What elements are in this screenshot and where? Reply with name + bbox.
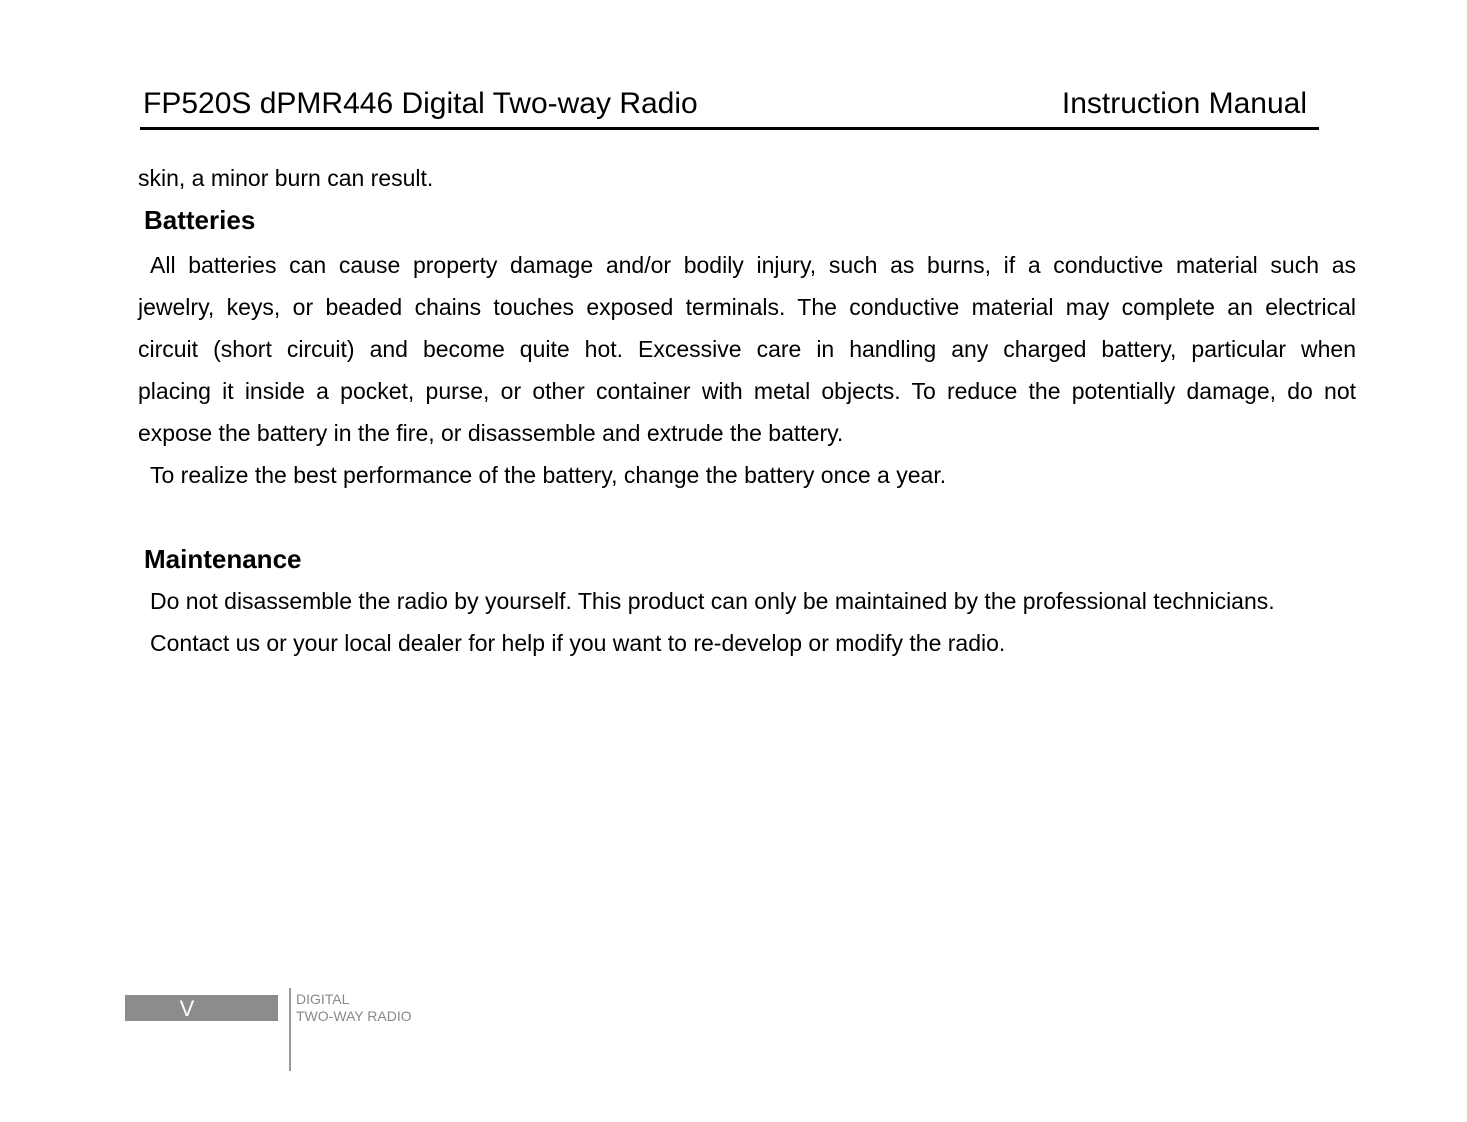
maintenance-line: Do not disassemble the radio by yourself. This product can only be maintained by the professional technicians. — [150, 588, 1275, 614]
footer-divider — [289, 988, 291, 1071]
batteries-line: circuit (short circuit) and become quite hot. Excessive care in handling any charged battery, particular when — [138, 336, 1356, 362]
batteries-line: placing it inside a pocket, purse, or other container with metal objects. To reduce the potentially damage, do not — [138, 378, 1356, 404]
maintenance-section — [138, 580, 1356, 664]
maintenance-heading: Maintenance — [144, 544, 302, 574]
batteries-section — [138, 244, 1356, 496]
page-number-bar — [125, 995, 278, 1021]
footer-brand — [296, 991, 412, 1025]
brand-line-1: DIGITAL — [296, 991, 350, 1007]
maintenance-line: Contact us or your local dealer for help if you want to re-develop or modify the radio. — [150, 630, 1006, 656]
battery-tip: To realize the best performance of the battery, change the battery once a year. — [150, 462, 947, 488]
page-content — [138, 160, 1356, 664]
manual-title: FP520S dPMR446 Digital Two-way Radio — [143, 87, 698, 120]
page-number: V — [179, 996, 195, 1021]
batteries-line: All batteries can cause property damage and/or bodily injury, such as burns, if a conductive material such as — [150, 252, 1356, 278]
continuation-text: skin, a minor burn can result. — [138, 165, 434, 191]
brand-line-2: TWO-WAY RADIO — [296, 1008, 412, 1024]
batteries-line: jewelry, keys, or beaded chains touches exposed terminals. The conductive material may complete an electrical — [138, 294, 1356, 320]
batteries-heading: Batteries — [144, 205, 256, 235]
batteries-line: expose the battery in the fire, or disassemble and extrude the battery. — [138, 420, 844, 446]
document-type: Instruction Manual — [1061, 87, 1307, 120]
page-header — [140, 86, 1319, 130]
